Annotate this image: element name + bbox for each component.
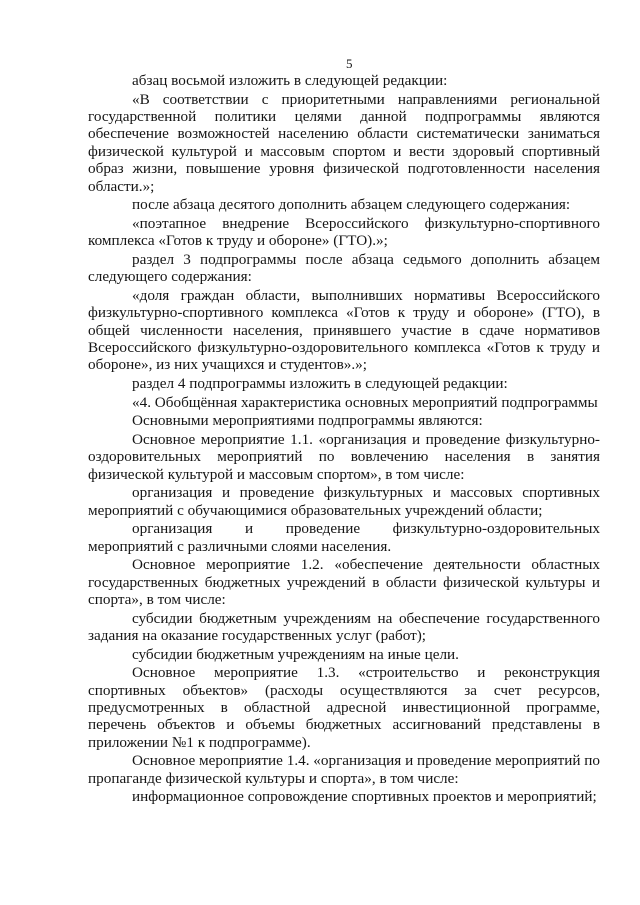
paragraph: абзац восьмой изложить в следующей редакции: (132, 72, 448, 89)
document-body (88, 72, 600, 807)
page-number: 5 (346, 56, 353, 71)
paragraph: организация и проведение физкультурно-оздоровительных мероприятий с различными слоями населения. (88, 520, 600, 555)
paragraph: раздел 4 подпрограммы изложить в следующей редакции: (132, 375, 508, 393)
paragraph: информационное сопровождение спортивных проектов и мероприятий; (132, 788, 597, 806)
paragraph: раздел 3 подпрограммы после абзаца седьмого дополнить абзацем следующего содержания: (88, 250, 600, 286)
paragraph: «поэтапное внедрение Всероссийского физкультурно-спортивного комплекса «Готов к труду и обороне» (ГТО).»; (88, 214, 600, 250)
paragraph: «В соответствии с приоритетными направлениями региональной государственной политики целями данной подпрограммы являются обеспечение возможностей населению области систематически заниматься физической культурой и массовым спортом и вести здоровый спортивный образ жизни, повышение уровня физической подготовленности населения области.»; (88, 90, 600, 195)
section-heading: «4. Обобщённая характеристика основных мероприятий подпрограммы (132, 393, 598, 411)
paragraph: Основное мероприятие 1.3. «строительство и реконструкция спортивных объектов» (расходы осуществляются за счет ресурсов, предусмотренных в областной адресной инвестиционной программе, перечень объектов и объемы бюджетных ассигнований представлены в приложении №1 к подпрограмме). (88, 664, 600, 751)
paragraph: Основное мероприятие 1.1. «организация и проведение физкультурно-оздоровительных мероприятий по вовлечению населения в занятия физической культурой и массовым спортом», в том числе: (88, 430, 600, 483)
paragraph: Основное мероприятие 1.2. «обеспечение деятельности областных государственных бюджетных учреждений в области физической культуры и спорта», в том числе: (88, 556, 600, 609)
paragraph: субсидии бюджетным учреждениям на иные цели. (132, 645, 459, 663)
paragraph: после абзаца десятого дополнить абзацем следующего содержания: (132, 196, 571, 214)
paragraph: организация и проведение физкультурных и массовых спортивных мероприятий с обучающимися образовательных учреждений области; (88, 484, 600, 519)
paragraph: Основными мероприятиями подпрограммы являются: (132, 412, 483, 430)
paragraph: «доля граждан области, выполнивших нормативы Всероссийского физкультурно-спортивного комплекса «Готов к труду и обороне» (ГТО), в общей численности населения, принявшего участие в сдаче нормативов Всероссийского физкультурно-оздоровительного комплекса «Готов к труду и обороне», из них учащихся и студентов».»; (88, 286, 600, 374)
paragraph: Основное мероприятие 1.4. «организация и проведение мероприятий по пропаганде физической культуры и спорта», в том числе: (88, 752, 600, 787)
paragraph: субсидии бюджетным учреждениям на обеспечение государственного задания на оказание государственных услуг (работ); (88, 609, 600, 645)
